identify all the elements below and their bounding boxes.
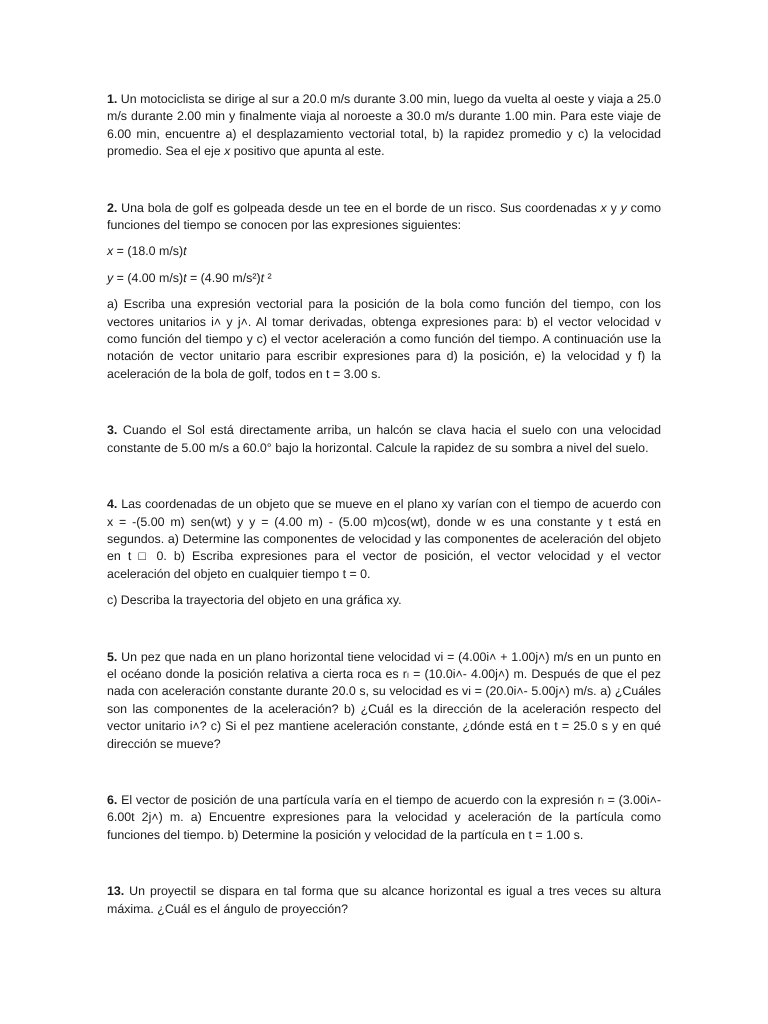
problem-number: 4. bbox=[107, 497, 118, 512]
problem-number: 5. bbox=[107, 649, 118, 664]
problem-number: 2. bbox=[107, 200, 118, 215]
problem-2-text: a) Escriba una expresión vectorial para la posición de la bola como función del tiempo, con los vectores unitarios i˄ y j˄. Al tomar derivadas, obtenga expresiones para: b) el vector velocidad v como función del tiempo y c) el vector aceleración a como función del tiempo. A continuación use la notación de vector unitario para escribir expresiones para d) la posición, e) la velocidad y f) la aceleración de la bola de golf, todos en t = 3.00 s. bbox=[107, 297, 661, 381]
problem-number: 3. bbox=[107, 423, 118, 438]
problem-number: 6. bbox=[107, 792, 118, 807]
problem-5-text: 5. Un pez que nada en un plano horizontal tiene velocidad vi = (4.00i˄ + 1.00j˄) m/s en un punto en el océano donde la posición relativa a cierta roca es rₗ = (10.0i˄- 4.00j˄) m. Después de que el pez nada con aceleración constante durante 20.0 s, su velocidad es vi = (20.0i˄- 5.00j˄) m/s. a) ¿Cuáles son las componentes de la aceleración? b) ¿Cuál es la dirección de la aceleración respecto del vector unitario i˄? c) Si el pez mantiene aceleración constante, ¿dónde está en t = 25.0 s y en qué dirección se mueve? bbox=[107, 649, 661, 751]
problem-2 bbox=[107, 200, 661, 384]
equation-x: x = (18.0 m/s)t bbox=[107, 244, 187, 259]
problem-13-text: 13. Un proyectil se dispara en tal forma que su alcance horizontal es igual a tres veces su altura máxima. ¿Cuál es el ángulo de proyección? bbox=[107, 884, 661, 916]
problem-6 bbox=[107, 792, 661, 844]
problem-4-text-b: c) Describa la trayectoria del objeto en una gráfica xy. bbox=[107, 593, 402, 608]
problem-4-text: 4. Las coordenadas de un objeto que se mueve en el plano xy varían con el tiempo de acuerdo con x = -(5.00 m) sen(wt) y y = (4.00 m) - (5.00 m)cos(wt), donde w es una constante y t está en segundos. a) Determine las componentes de velocidad y las componentes de aceleración del objeto en t □ 0. b) Escriba expresiones para el vector de posición, el vector velocidad y el vector aceleración del objeto en cualquier tiempo t = 0. bbox=[107, 497, 661, 581]
problem-number: 1. bbox=[107, 92, 118, 106]
problem-2-intro: 2. Una bola de golf es golpeada desde un tee en el borde de un risco. Sus coordenadas x y y como funciones del tiempo se conocen por las expresiones siguientes: bbox=[107, 200, 661, 233]
document-page bbox=[107, 91, 661, 918]
problem-6-text: 6. El vector de posición de una partícula varía en el tiempo de acuerdo con la expresión rₗ = (3.00i˄- 6.00t 2j˄) m. a) Encuentre expresiones para la velocidad y aceleración de la partícula como funciones del tiempo. b) Determine la posición y velocidad de la partícula en t = 1.00 s. bbox=[107, 792, 661, 842]
problem-number: 13. bbox=[107, 884, 125, 899]
equation-y: y = (4.00 m/s)t = (4.90 m/s²)t ² bbox=[107, 270, 272, 285]
problem-13 bbox=[107, 883, 661, 918]
problem-3-text: 3. Cuando el Sol está directamente arriba, un halcón se clava hacia el suelo con una velocidad constante de 5.00 m/s a 60.0° bajo la horizontal. Calcule la rapidez de su sombra a nivel del suelo. bbox=[107, 423, 661, 455]
problem-5 bbox=[107, 649, 661, 753]
problem-4 bbox=[107, 496, 661, 609]
problem-1 bbox=[107, 91, 661, 161]
problem-1-text: 1. Un motociclista se dirige al sur a 20.0 m/s durante 3.00 min, luego da vuelta al oeste y viaja a 25.0 m/s durante 2.00 min y finalmente viaja al noroeste a 30.0 m/s durante 1.00 min. Para este viaje de 6.00 min, encuentre a) el desplazamiento vectorial total, b) la rapidez promedio y c) la velocidad promedio. Sea el eje x positivo que apunta al este. bbox=[107, 92, 661, 159]
problem-3 bbox=[107, 422, 661, 457]
